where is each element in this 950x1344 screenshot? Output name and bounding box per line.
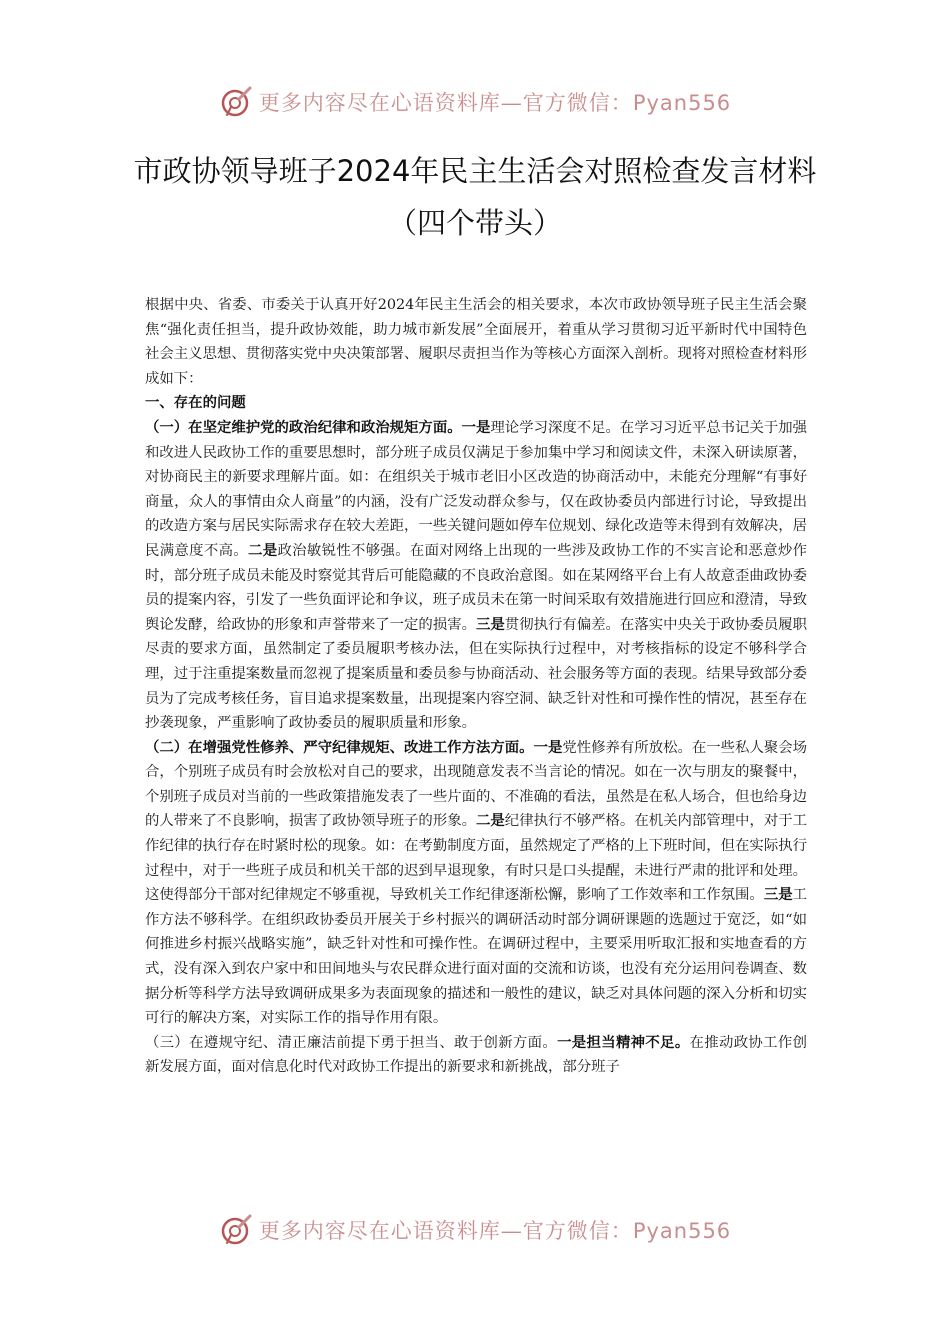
- watermark-wechat-id: Pyan556: [632, 91, 732, 115]
- document-title: 市政协领导班子2024年民主生活会对照检查发言材料（四个带头）: [133, 154, 817, 240]
- sub3-heading: （三）在遵规守纪、清正廉洁前提下勇于担当、敢于创新方面。: [145, 1034, 558, 1051]
- watermark-text: 更多内容尽在心语资料库—官方微信：Pyan556: [258, 1219, 732, 1243]
- sub2-heading: （二）在增强党性修养、严守纪律规矩、改进工作方法方面。: [145, 739, 534, 756]
- sub1-heading: （一）在坚定维护党的政治纪律和政治规矩方面。: [145, 419, 462, 436]
- watermark-text: 更多内容尽在心语资料库—官方微信：Pyan556: [258, 91, 732, 115]
- watermark-header: [0, 82, 950, 122]
- pen-circle-logo-icon: [219, 1213, 253, 1247]
- document-body: [145, 293, 807, 1080]
- sub3-paragraph: （三）在遵规守纪、清正廉洁前提下勇于担当、敢于创新方面。一是担当精神不足。在推动政协工作创新发展方面，面对信息化时代对政协工作提出的新要求和新挑战，部分班子: [145, 1034, 807, 1076]
- section-heading-problems: 一、存在的问题: [145, 395, 246, 412]
- pen-circle-logo-icon: [219, 85, 253, 119]
- sub2-paragraph: （二）在增强党性修养、严守纪律规矩、改进工作方法方面。一是党性修养有所放松。在一些私人聚会场合，个别班子成员有时会放松对自己的要求，出现随意发表不当言论的情况。如在一次与朋友的聚餐中，个别班子成员对当前的一些政策措施发表了一些片面的、不准确的看法，虽然是在私人场合，但也给身边的人带来了不良影响，损害了政协领导班子的形象。二是纪律执行不够严格。在机关内部管理中，对于工作纪律的执行存在时紧时松的现象。如：在考勤制度方面，虽然规定了严格的上下班时间，但在实际执行过程中，对于一些班子成员和机关干部的迟到早退现象，有时只是口头提醒，未进行严肃的批评和处理。这使得部分干部对纪律规定不够重视，导致机关工作纪律逐渐松懈，影响了工作效率和工作氛围。三是工作方法不够科学。在组织政协委员开展关于乡村振兴的调研活动时部分调研课题的选题过于宽泛，如“如何推进乡村振兴战略实施”，缺乏针对性和可操作性。在调研过程中，主要采用听取汇报和实地查看的方式，没有深入到农户家中和田间地头与农民群众进行面对面的交流和访谈，也没有充分运用问卷调查、数据分析等科学方法导致调研成果多为表面现象的描述和一般性的建议，缺乏对具体问题的深入分析和切实可行的解决方案，对实际工作的指导作用有限。: [145, 739, 808, 1027]
- watermark-footer: [0, 1210, 950, 1250]
- intro-paragraph: 根据中央、省委、市委关于认真开好2024年民主生活会的相关要求，本次市政协领导班子民主生活会聚焦“强化责任担当，提升政协效能，助力城市新发展”全面展开，着重从学习贯彻习近平新时代中国特色社会主义思想、贯彻落实党中央决策部署、履职尽责担当作为等核心方面深入剖析。现将对照检查材料形成如下：: [145, 297, 807, 387]
- watermark-wechat-id: Pyan556: [632, 1219, 732, 1243]
- sub1-paragraph: （一）在坚定维护党的政治纪律和政治规矩方面。一是理论学习深度不足。在学习习近平总书记关于加强和改进人民政协工作的重要思想时，部分班子成员仅满足于参加集中学习和阅读文件，未深入研读原著，对协商民主的新要求理解片面。如：在组织关于城市老旧小区改造的协商活动中，未能充分理解“有事好商量，众人的事情由众人商量”的内涵，没有广泛发动群众参与，仅在政协委员内部进行讨论，导致提出的改造方案与居民实际需求存在较大差距，一些关键问题如停车位规划、绿化改造等未得到有效解决，居民满意度不高。二是政治敏锐性不够强。在面对网络上出现的一些涉及政协工作的不实言论和恶意炒作时，部分班子成员未能及时察觉其背后可能隐藏的不良政治意图。如在某网络平台上有人故意歪曲政协委员的提案内容，引发了一些负面评论和争议，班子成员未在第一时间采取有效措施进行回应和澄清，导致舆论发酵，给政协的形象和声誉带来了一定的损害。三是贯彻执行有偏差。在落实中央关于政协委员履职尽责的要求方面，虽然制定了委员履职考核办法，但在实际执行过程中，对考核指标的设定不够科学合理，过于注重提案数量而忽视了提案质量和委员参与协商活动、社会服务等方面的表现。结果导致部分委员为了完成考核任务，盲目追求提案数量，出现提案内容空洞、缺乏针对性和可操作性的情况，甚至存在抄袭现象，严重影响了政协委员的履职质量和形象。: [145, 419, 808, 732]
